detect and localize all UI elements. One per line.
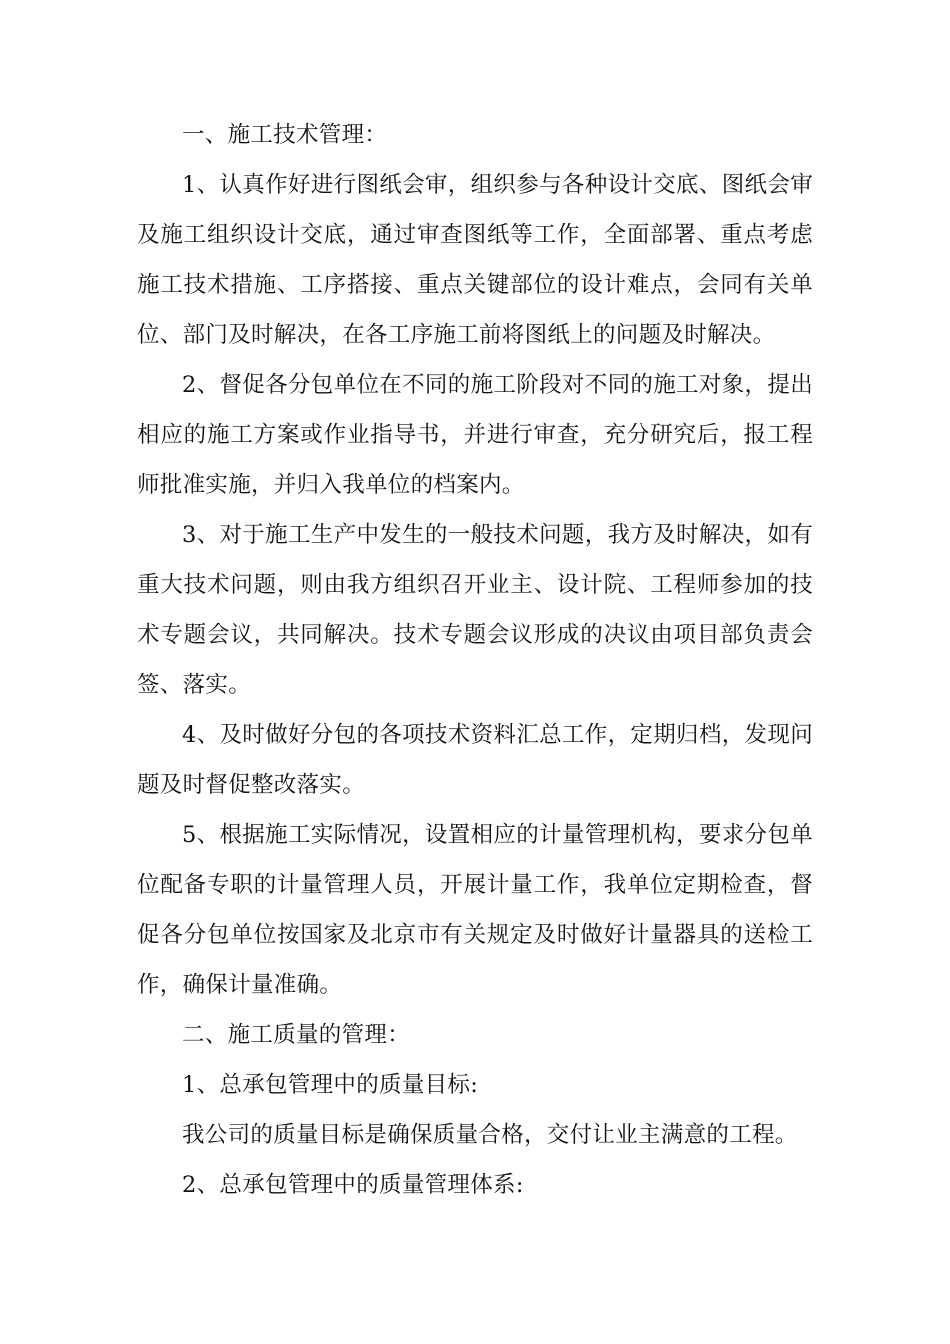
subheading-quality-target: 1、总承包管理中的质量目标: xyxy=(182,1072,479,1098)
section-heading-technical-management: 一、施工技术管理： xyxy=(182,122,388,148)
paragraph-metrology: 5、根据施工实际情况，设置相应的计量管理机构，要求分包单位配备专职的计量管理人员，开展计量工作，我单位定期检查，督促各分包单位按国家及北京市有关规定及时做好计量器具的送检工作，确保计量准确。 xyxy=(137,822,813,998)
document-page xyxy=(137,110,813,1210)
paragraph-quality-target: 我公司的质量目标是确保质量合格，交付让业主满意的工程。 xyxy=(182,1122,798,1148)
paragraph-technical-issues: 3、对于施工生产中发生的一般技术问题，我方及时解决，如有重大技术问题，则由我方组织召开业主、设计院、工程师参加的技术专题会议，共同解决。技术专题会议形成的决议由项目部负责会签、落实。 xyxy=(137,522,813,698)
section-heading-quality-management: 二、施工质量的管理： xyxy=(182,1022,411,1048)
paragraph-drawing-review: 1、认真作好进行图纸会审，组织参与各种设计交底、图纸会审及施工组织设计交底，通过审查图纸等工作，全面部署、重点考虑施工技术措施、工序搭接、重点关键部位的设计难点，会同有关单位、部门及时解决，在各工序施工前将图纸上的问题及时解决。 xyxy=(137,172,813,348)
paragraph-technical-records: 4、及时做好分包的各项技术资料汇总工作，定期归档，发现问题及时督促整改落实。 xyxy=(137,722,813,798)
subheading-quality-system: 2、总承包管理中的质量管理体系: xyxy=(182,1172,524,1198)
paragraph-construction-plan: 2、督促各分包单位在不同的施工阶段对不同的施工对象，提出相应的施工方案或作业指导书，并进行审查，充分研究后，报工程师批准实施，并归入我单位的档案内。 xyxy=(137,372,813,498)
